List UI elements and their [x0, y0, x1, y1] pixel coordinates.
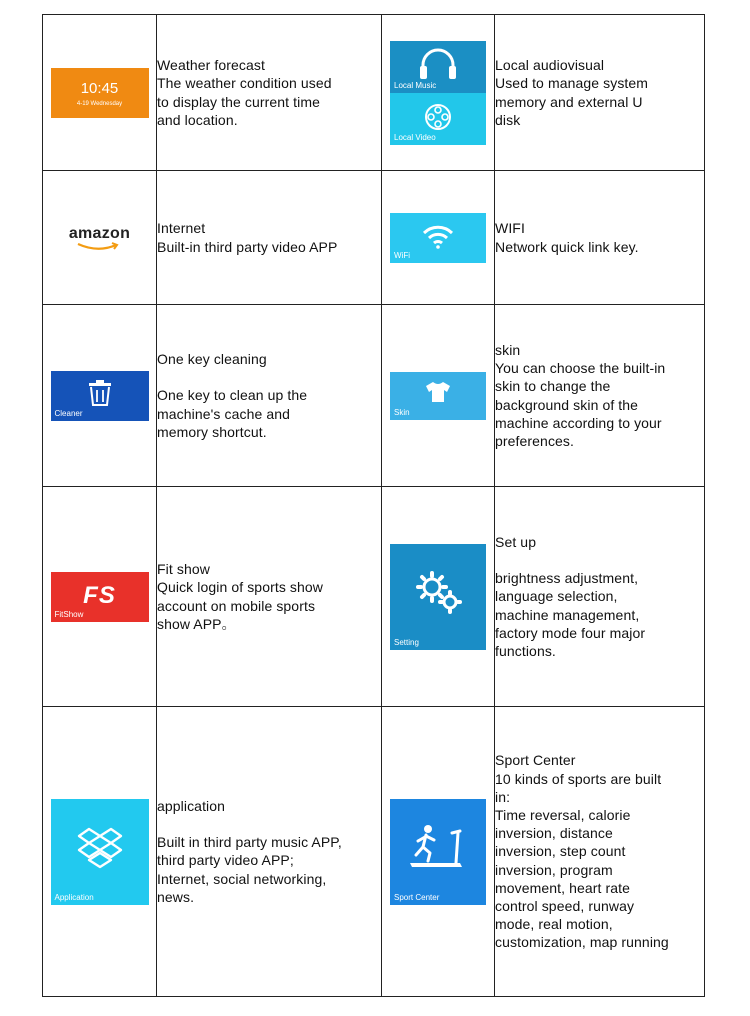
description-line: news.	[157, 888, 195, 905]
setting-label: Setting	[394, 637, 419, 647]
icon-cell	[382, 171, 495, 305]
description-line: preferences.	[495, 432, 575, 449]
trash-can-icon	[87, 379, 113, 407]
description-line: to display the current time	[157, 93, 320, 110]
icon-cell	[43, 305, 157, 487]
description-line: movement, heart rate	[495, 879, 631, 896]
description-line: functions.	[495, 642, 556, 659]
description-line: memory shortcut.	[157, 423, 267, 440]
description-line: Internet	[157, 220, 206, 237]
skin-label: Skin	[394, 407, 410, 417]
table-row	[43, 171, 705, 305]
table-row	[43, 305, 705, 487]
description-cell	[157, 15, 382, 171]
trash-icon	[51, 371, 149, 421]
local-video-label: Local Video	[394, 132, 436, 142]
description-cell	[495, 487, 705, 707]
description-line: Used to manage system	[495, 75, 649, 92]
description-line: 10 kinds of sports are built	[495, 770, 662, 787]
treadmill-runner-icon	[390, 799, 486, 905]
description-line: One key to clean up the	[157, 387, 308, 404]
wifi-label: WiFi	[394, 250, 410, 260]
description-line: inversion, distance	[495, 825, 613, 842]
description-line: machine management,	[495, 606, 640, 623]
description-cell	[157, 171, 382, 305]
description-line: show APP。	[157, 615, 236, 632]
sport-center-label: Sport Center	[394, 892, 440, 902]
description-line: machine's cache and	[157, 405, 290, 422]
description-line: skin to change the	[495, 378, 611, 395]
description-cell	[495, 15, 705, 171]
icon-cell	[43, 171, 157, 305]
description-line: The weather condition used	[157, 75, 332, 92]
application-label: Application	[54, 892, 94, 902]
runner-on-treadmill-icon	[408, 823, 468, 873]
description-cell	[495, 305, 705, 487]
amazon-smile-icon	[76, 242, 120, 252]
icon-cell	[382, 305, 495, 487]
description-line: brightness adjustment,	[495, 570, 639, 587]
description-line: factory mode four major	[495, 624, 646, 641]
description-title: Set up	[495, 533, 537, 550]
film-reel-icon	[423, 102, 453, 132]
description-cell	[157, 487, 382, 707]
description-cell	[495, 171, 705, 305]
table-row	[43, 487, 705, 707]
icon-cell	[43, 487, 157, 707]
table-row	[43, 15, 705, 171]
wifi-symbol-icon	[421, 223, 455, 249]
description-line: machine according to your	[495, 414, 662, 431]
clock-date: 4-19 Wednesday	[76, 100, 123, 107]
fitshow-label: FitShow	[54, 609, 84, 619]
table-row	[43, 707, 705, 997]
description-line: third party video APP;	[157, 852, 294, 869]
description-cell	[157, 305, 382, 487]
cleaner-label: Cleaner	[54, 408, 83, 418]
fitshow-logo-text: FS	[83, 581, 116, 609]
local-video-tile	[390, 93, 486, 145]
description-line: Internet, social networking,	[157, 870, 327, 887]
description-line: Built-in third party video APP	[157, 238, 338, 255]
description-line: skin	[495, 341, 521, 358]
icon-cell	[382, 707, 495, 997]
description-line: You can choose the built-in	[495, 360, 666, 377]
description-line: inversion, program	[495, 861, 613, 878]
description-title: application	[157, 797, 226, 814]
description-line: account on mobile sports	[157, 597, 316, 614]
weather-clock-icon	[51, 68, 149, 118]
dropbox-boxes-icon	[77, 827, 123, 869]
description-line: Sport Center	[495, 752, 576, 769]
description-line: Time reversal, calorie	[495, 806, 631, 823]
description-line: language selection,	[495, 588, 618, 605]
description-line: Fit show	[157, 561, 210, 578]
description-title: One key cleaning	[157, 351, 267, 368]
clock-time: 10:45	[80, 79, 119, 97]
settings-gears-icon	[415, 570, 463, 614]
fitshow-logo-icon	[51, 572, 149, 622]
description-line: Quick login of sports show	[157, 579, 324, 596]
local-music-label: Local Music	[394, 80, 437, 90]
description-line: mode, real motion,	[495, 916, 613, 933]
description-line: Weather forecast	[157, 57, 265, 74]
local-music-tile	[390, 41, 486, 93]
gears-icon	[390, 544, 486, 650]
feature-table	[42, 14, 705, 997]
description-line: and location.	[157, 111, 238, 128]
description-line: control speed, runway	[495, 898, 635, 914]
dropbox-icon	[51, 799, 149, 905]
description-line: background skin of the	[495, 396, 639, 413]
icon-cell	[43, 15, 157, 171]
description-line: Built in third party music APP,	[157, 834, 342, 851]
icon-cell	[382, 15, 495, 171]
wifi-icon	[390, 213, 486, 263]
description-line: inversion, step count	[495, 843, 626, 860]
description-line: in:	[495, 788, 511, 805]
description-line: WIFI	[495, 220, 525, 237]
description-line: disk	[495, 111, 521, 128]
icon-cell	[382, 487, 495, 707]
description-line: Local audiovisual	[495, 57, 605, 74]
icon-cell	[43, 707, 157, 997]
shirt-icon	[390, 372, 486, 420]
description-line: memory and external U	[495, 93, 643, 110]
tshirt-icon	[424, 381, 452, 403]
amazon-logo	[60, 223, 140, 253]
description-line: customization, map running	[495, 934, 669, 951]
description-cell	[495, 707, 705, 997]
amazon-wordmark: amazon	[68, 224, 131, 242]
local-audiovisual-icon	[390, 41, 486, 145]
description-cell	[157, 707, 382, 997]
headphones-icon	[418, 47, 458, 81]
description-line: Network quick link key.	[495, 238, 639, 255]
